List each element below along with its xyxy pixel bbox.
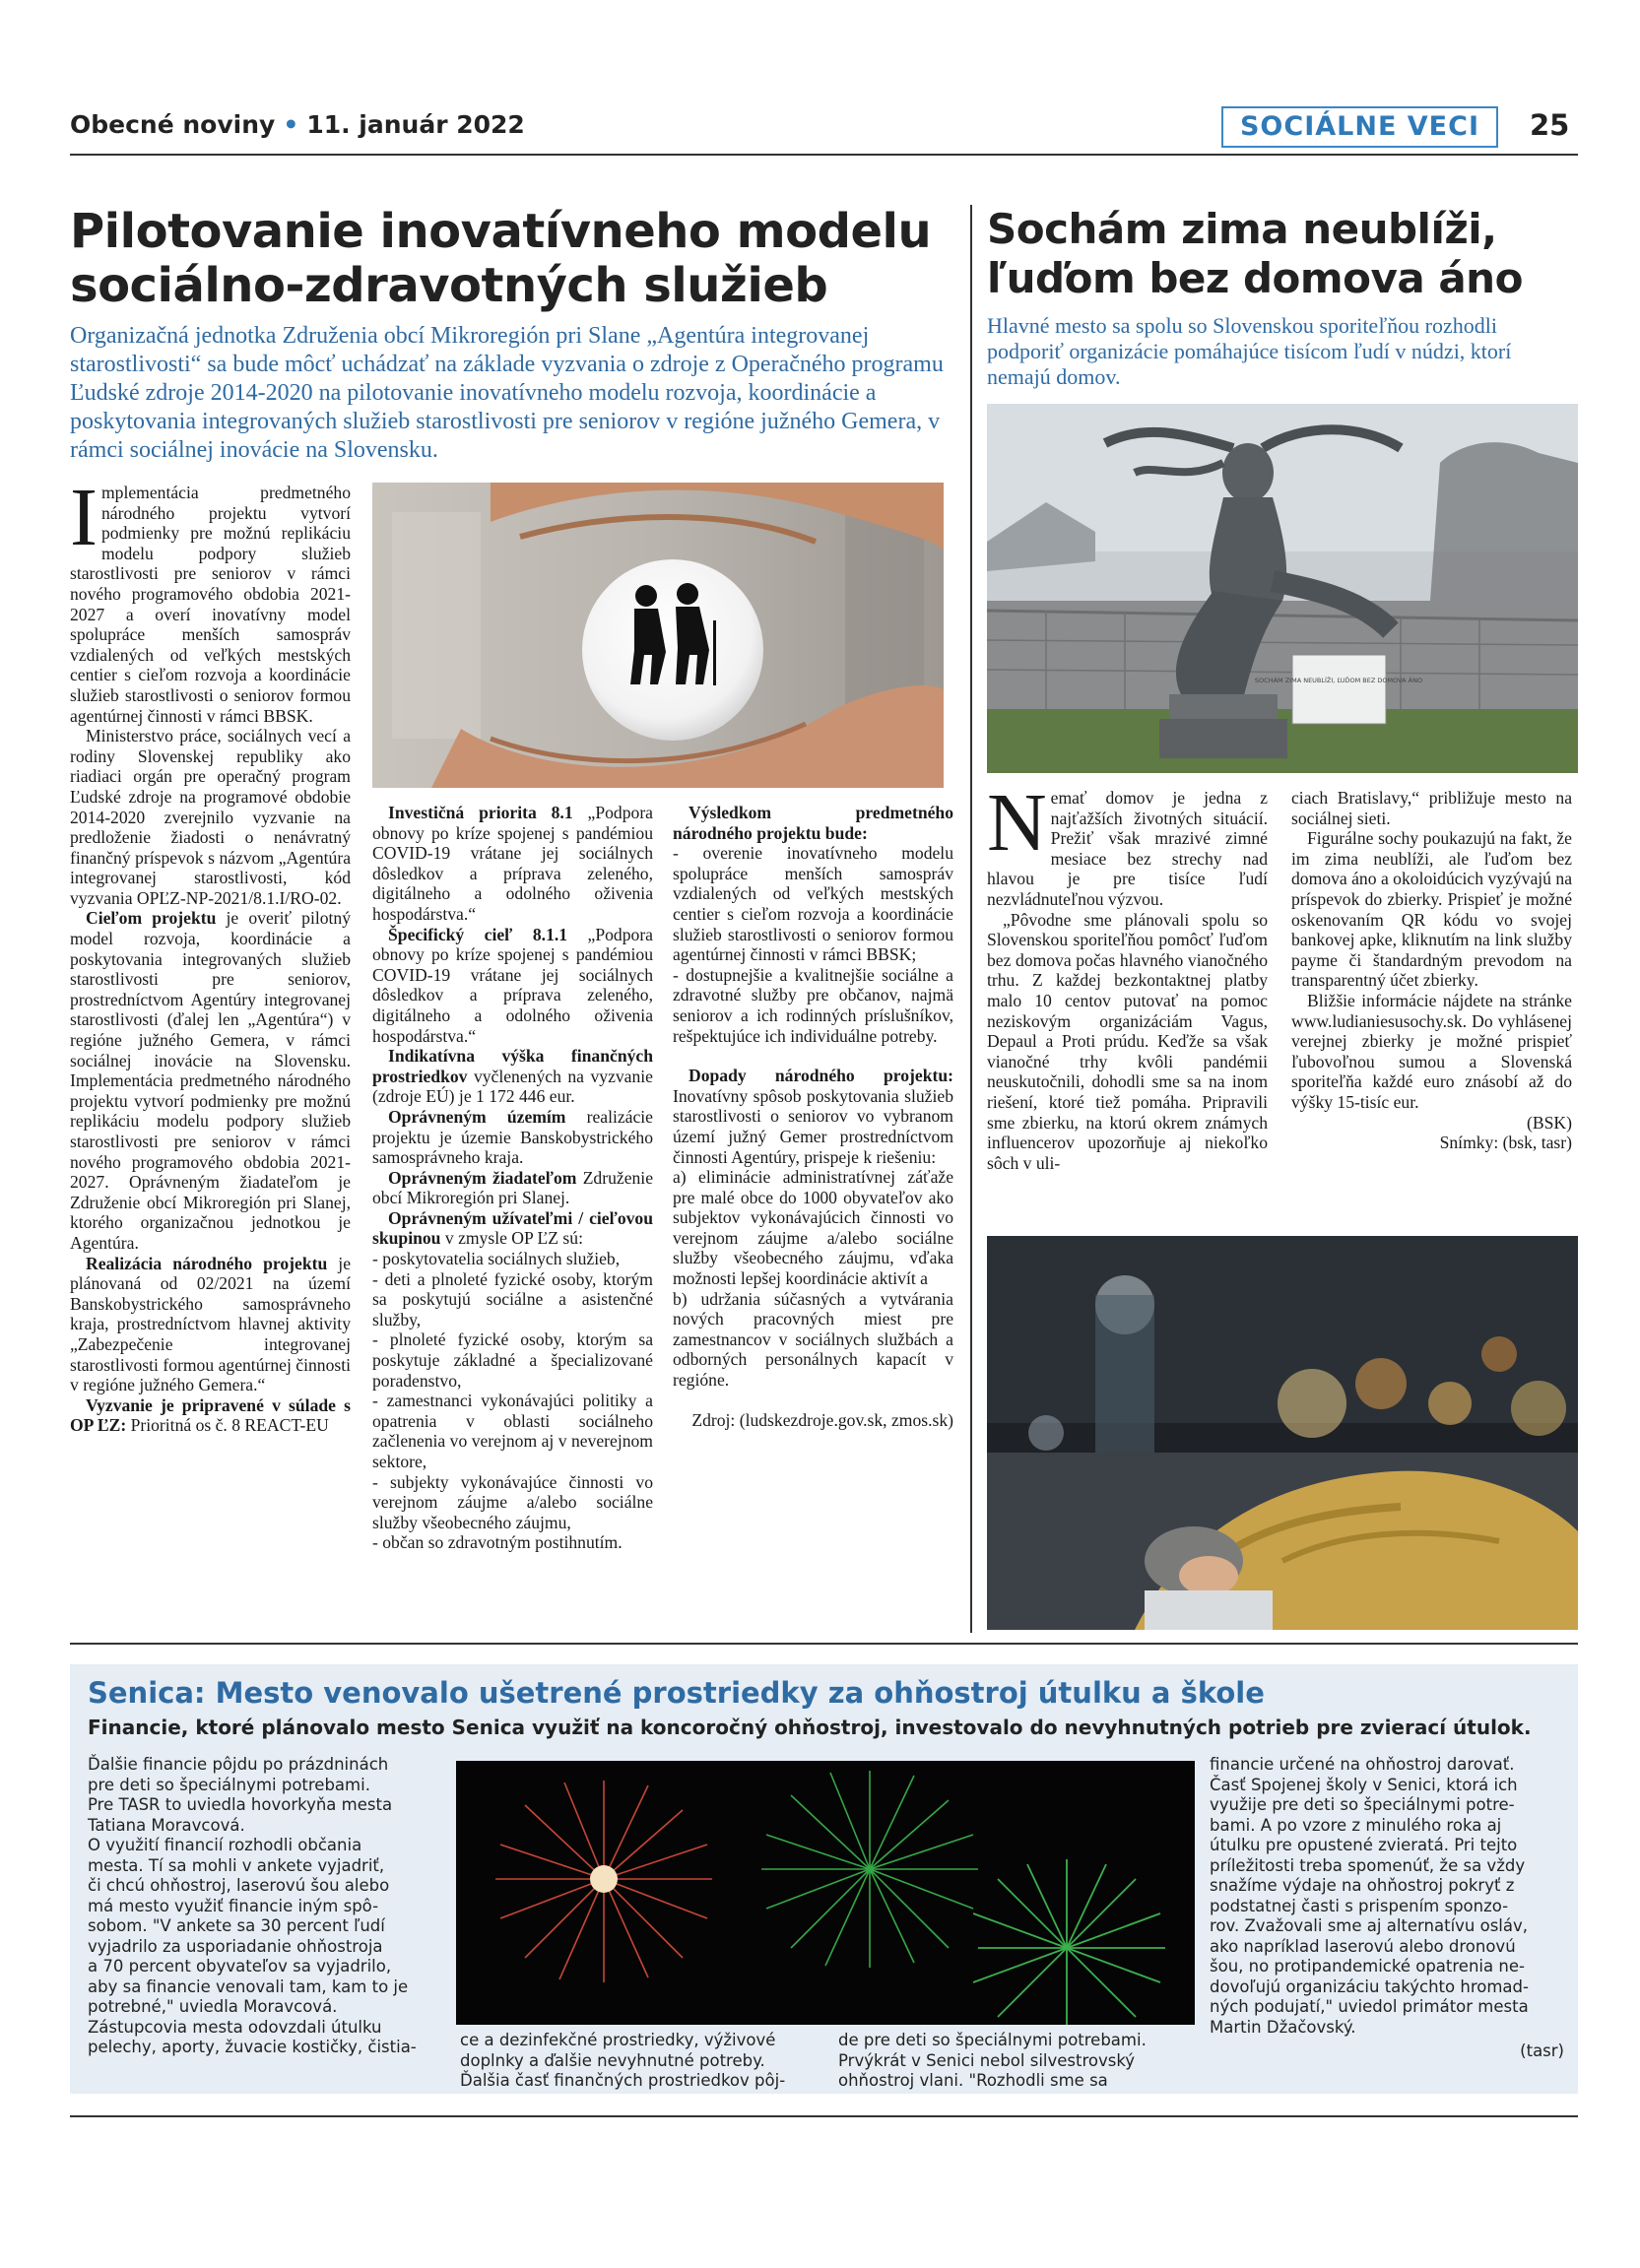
article1-paragraph: Prioritná os č. 8 REACT-EU — [126, 1415, 329, 1436]
article1-paragraph: „Podpora obnovy po kríze spojenej s pandémiou COVID-19 vrátane jej sociálnych dôsledkov a príprava zeleného, digitálneho a odolného oživenia hospodárstva.“ — [372, 803, 653, 924]
senica-column4 — [1210, 1755, 1564, 2062]
article1-paragraph: realizácie projektu je územie Banskobystrického samosprávneho kraja. — [372, 1106, 653, 1168]
publication-line — [70, 110, 525, 139]
bold-lead-in: Oprávneným žiadateľom — [388, 1167, 577, 1188]
source-credit: Zdroj: (ludskezdroje.gov.sk, zmos.sk) — [691, 1409, 953, 1430]
statue-sign-text: SOCHÁM ZIMA NEUBLÍŽI, ĽUĎOM BEZ DOMOVA ÁNO — [1254, 677, 1423, 684]
bold-lead-in: Vyzvanie je pripravené v súlade s OP ĽZ: — [70, 1394, 351, 1436]
text-line: a 70 percent obyvateľov sa vyjadrilo, — [88, 1957, 392, 1976]
homeless-illustration — [987, 1236, 1578, 1630]
article1-paragraph: vyčlenených na vyzvanie (zdroje EÚ) je 1 172 446 eur. — [372, 1066, 653, 1107]
list-item: - občan so zdravotným postihnutím. — [372, 1532, 623, 1553]
text-line: mesta. Tí sa mohli v ankete vyjadriť, — [88, 1855, 385, 1875]
hands-seniors-illustration — [372, 483, 944, 788]
text-line: pelechy, aporty, žuvacie kostičky, čistia- — [88, 2038, 417, 2056]
bold-lead-in: Realizácia národného projektu — [86, 1253, 328, 1273]
text-line: aby sa financie venovali tam, kam to je — [88, 1976, 409, 1996]
bold-lead-in: Cieľom projektu — [86, 908, 217, 929]
bullet-icon: • — [283, 110, 299, 139]
article1-paragraph: je overiť pilotný model rozvoja, koordinácie a poskytovania integrovaných služieb starostlivosti pre seniorov, prostredníctvom Agentúry integrovanej starostlivosti (ďalej len „Agentúra“) v regióne južného Gemera, v rámci sociálnej inovácie na Slovensku. Implementácia predmetného národného projektu vytvorí podmienky pre možnú replikáciu modelu podpory služieb starostlivosti pre seniorov v rámci nového programového obdobia 2021-2027. Oprávneným žiadateľom je Združenie obcí Mikroregión pri Slanej, ktorého organizačnou jednotkou je Agentúra. — [70, 908, 351, 1253]
text-line: Ďalšie financie pôjdu po prázdninách — [88, 1755, 389, 1774]
text-line: dovoľujú organizáciu takýchto hromad- — [1210, 1976, 1529, 1996]
article1-paragraph: Združenie obcí Mikroregión pri Slanej. — [372, 1167, 653, 1208]
article-title — [70, 205, 956, 313]
homeless-photo — [987, 1236, 1578, 1630]
list-item: b) udržania súčasných a vytvárania nových pracovných miest pre zamestnancov v sociálnych službách a odborných personálnych kapacít v regióne. — [673, 1288, 953, 1391]
text-line: potrebné," uviedla Moravcová. — [88, 1997, 338, 2016]
text-line: Martin Džačovský. — [1210, 2017, 1356, 2037]
list-item: - poskytovatelia sociálnych služieb, — [372, 1249, 621, 1269]
article1-paragraph: je plánovaná od 02/2021 na území Banskobystrického samosprávneho kraja, prostredníctvom hlavnej aktivity „Zabezpečenie integrovanej starostlivosti formou agentúrnej činnosti v regióne južného Gemera.“ — [70, 1253, 351, 1395]
statue-illustration — [987, 404, 1578, 773]
text-line: ce a dezinfekčné prostriedky, výživové — [460, 2031, 776, 2049]
text-line: podstatnej časti s prispením sponzo- — [1210, 1896, 1509, 1915]
bottom-divider — [70, 2115, 1578, 2117]
text-line: či chcú ohňostroj, laserovú šou alebo — [88, 1876, 390, 1895]
article1-paragraph: mplementácia predmetného národného projektu vytvorí podmienky pre možnú replikáciu modelu podpory služieb starostlivosti pre seniorov v rámci nového programového obdobia 2021-2027 a overí inovatívny model spolupráce menších samospráv vzdialených od veľkých mestských centier s cieľom rozvoja a koordinácie služieb starostlivosti o seniorov formou agentúrnej činnosti v rámci BBSK. — [70, 483, 351, 726]
text-line: útulku pre opustené zvieratá. Pri tejto — [1210, 1836, 1518, 1854]
bold-lead-in: Oprávneným územím — [388, 1106, 566, 1127]
article1-paragraph: Ministerstvo práce, sociálnych vecí a rodiny Slovenskej republiky ako riadiaci orgán pre operačný program Ľudské zdroje na programové obdobie 2014-2020 zverejnilo vyzvanie na predloženie žiadosti o nenávratný finančný príspevok s názvom „Agentúra integrovanej starostlivosti, kód vyzvania OPĽZ-NP-2021/8.1.I/RO-02. — [70, 726, 351, 908]
text-line: O využití financií rozhodli občania — [88, 1836, 362, 1854]
list-item: - zamestnanci vykonávajúci politiky a opatrenia v oblasti sociálneho začlenenia vo verejnom aj v neverejnom sektore, — [372, 1391, 653, 1471]
fireworks-illustration — [456, 1761, 1195, 2025]
article2-paragraph: ciach Bratislavy,“ približuje mesto na sociálnej sieti. — [1291, 788, 1572, 828]
article1-column2 — [372, 803, 653, 1553]
article2-paragraph: Bližšie informácie nájdete na stránke www.ludianiesusochy.sk. Do vyhlásenej verejnej zbierky je možné prispieť ľubovoľnou sumou a Slovenská sporiteľňa každé euro znásobí až do výšky 15-tisíc eur. — [1291, 990, 1572, 1112]
text-line: ných podujatí," uviedol primátor mesta — [1210, 1997, 1529, 2016]
list-item: - subjekty vykonávajúce činnosti vo verejnom záujme a/alebo sociálne služby všeobecného záujmu, — [372, 1471, 653, 1532]
photo-credit: Snímky: (bsk, tasr) — [1439, 1133, 1572, 1153]
side-article-title — [987, 205, 1578, 303]
bold-lead-in: Dopady národného projektu: — [689, 1066, 953, 1086]
text-line: de pre deti so špeciálnymi potrebami. — [838, 2031, 1147, 2049]
drop-cap: I — [70, 472, 98, 563]
text-line: Prvýkrát v Senici nebol silvestrovský — [838, 2050, 1136, 2070]
article2-paragraph: „Pôvodne sme plánovali spolu so Slovenskou sporiteľňou pomôcť ľuďom bez domova počas hlavného vianočného trhu. Z každej bezkontaktnej platby malo 10 centov putovať na pomoc neziskovým organizáciám Vagus, Depaul a Proti prúdu. Keďže sa však vianočné trhy kvôli pandémii neuskutočnili, dohodli sme sa na inom riešení, ktoré tiež pomáha. Pripravili sme zbierku, na ktorú okrem známych influencerov upozorňuje aj niekoľko sôch v uli- — [987, 909, 1268, 1173]
page-number: 25 — [1530, 108, 1570, 142]
text-line: Zástupcovia mesta odovzdali útulku — [88, 2017, 382, 2037]
fireworks-photo — [456, 1761, 1195, 2025]
article-title-line1: Pilotovanie inovatívneho modelu — [70, 204, 932, 259]
article1-paragraph: Inovatívny spôsob poskytovania služieb starostlivosti o seniorov vo vybranom území južný Gemer prostredníctvom činnosti Agentúry, prispeje k riešeniu: — [673, 1085, 953, 1167]
senica-column1 — [88, 1755, 427, 2058]
text-line: rov. Zvažovali sme aj alternatívu osláv, — [1210, 1916, 1529, 1935]
text-line: využije pre deti so špeciálnymi potre- — [1210, 1795, 1515, 1814]
text-line: vyjadrilo za usporiadanie ohňostroja — [88, 1936, 383, 1956]
article2-column2 — [1291, 788, 1572, 1153]
text-line: šou, no protipandemické opatrenia ne- — [1210, 1957, 1525, 1976]
text-line: doplnky a ďalšie nevyhnutné potreby. — [460, 2050, 765, 2070]
article-lead: Organizačná jednotka Združenia obcí Mikroregión pri Slane „Agentúra integrovanej starostlivosti“ sa bude môcť uchádzať na základe vyzvania o zdroje z Operačného programu Ľudské zdroje 2014-2020 na pilotovanie inovatívneho modelu rozvoja, koordinácie a poskytovania integrovaných služieb starostlivosti pre seniorov v regióne južného Gemera, v rámci sociálnej inovácie na Slovensku. — [70, 323, 944, 463]
text-line: Ďalšia časť finančných prostriedkov pôj- — [460, 2071, 786, 2090]
article1-column1 — [70, 472, 351, 1436]
article1-paragraph: „Podpora obnovy po kríze spojenej s pandémiou COVID-19 vrátane jej sociálnych dôsledkov a príprava zeleného, digitálneho a odolného oživenia hospodárstva.“ — [372, 924, 653, 1046]
author-sign: (BSK) — [1527, 1112, 1572, 1133]
list-item: a) eliminácie administratívnej záťaže pre malé obce do 1000 obyvateľov ako subjektov vykonávajúcich činnosti vo verejnom záujme a/alebo sociálne služby všeobecného záujmu, vďaka možnosti lepšej koordinácie aktivít a — [673, 1167, 953, 1289]
text-line: Časť Spojenej školy v Senici, ktorá ich — [1210, 1775, 1518, 1794]
issue-date: 11. január 2022 — [306, 110, 525, 139]
bold-lead-in: Oprávneným užívateľmi / cieľovou skupinou — [372, 1207, 653, 1249]
publication-name: Obecné noviny — [70, 110, 276, 139]
article-divider — [70, 1643, 1578, 1645]
senica-subtitle: Financie, ktoré plánovalo mesto Senica využiť na koncoročný ohňostroj, investovalo do nevyhnutných potrieb pre zvierací útulok. — [88, 1716, 1532, 1739]
text-line: ohňostroj vlani. "Rozhodli sme sa — [838, 2071, 1108, 2090]
text-line: príležitosti treba spomenúť, že sa vždy — [1210, 1855, 1526, 1875]
text-line: ako napríklad laserovú alebo dronovú — [1210, 1936, 1516, 1956]
article2-paragraph: emať domov je jedna z najťažších životných situácií. Prežiť však mrazivé zimné mesiace bez strechy nad hlavou je pre tisíce ľudí nezvládnuteľnou výzvou. — [987, 788, 1268, 909]
drop-cap: N — [987, 777, 1047, 869]
bold-lead-in: Výsledkom predmetného národného projektu bude: — [673, 803, 953, 843]
section-label: SOCIÁLNE VECI — [1239, 111, 1479, 142]
header-divider — [70, 154, 1578, 156]
list-item: - overenie inovatívneho modelu spolupráce menších samospráv vzdialených od veľkých mestských centier s cieľom rozvoja a koordinácie služieb starostlivosti o seniorov formou agentúrnej činnosti v rámci BBSK; — [673, 843, 953, 965]
article1-paragraph: v zmysle OP ĽZ sú: — [440, 1228, 583, 1249]
text-line: má mesto využiť financie iným spô- — [88, 1896, 379, 1915]
senica-news-box — [70, 1664, 1578, 2094]
senica-title: Senica: Mesto venovalo ušetrené prostriedky za ohňostroj útulku a škole — [88, 1676, 1265, 1710]
bold-lead-in: Investičná priorita 8.1 — [388, 803, 573, 822]
senica-column3 — [838, 2031, 1183, 2092]
hands-seniors-photo — [372, 483, 944, 788]
article2-column1 — [987, 777, 1268, 1173]
senica-sign: (tasr) — [1520, 2041, 1564, 2060]
text-line: snažíme výdaje na ohňostroj pokryť z — [1210, 1876, 1515, 1895]
column-divider — [970, 205, 972, 1633]
side-article-lead: Hlavné mesto sa spolu so Slovenskou sporiteľňou rozhodli podporiť organizácie pomáhajúce tisícom ľudí v núdzi, ktorí nemajú domov. — [987, 313, 1512, 389]
article-title-line2: sociálno-zdravotných služieb — [70, 258, 828, 313]
bold-lead-in: Špecifický cieľ 8.1.1 — [388, 924, 568, 944]
text-line: financie určené na ohňostroj darovať. — [1210, 1755, 1515, 1774]
text-line: Pre TASR to uviedla hovorkyňa mesta — [88, 1795, 393, 1814]
text-line: sobom. "V ankete sa 30 percent ľudí — [88, 1916, 385, 1935]
side-title-line1: Sochám zima neublíži, — [987, 205, 1497, 253]
article2-paragraph: Figurálne sochy poukazujú na fakt, že im zima neublíži, ale ľuďom bez domova áno a okoloidúcich vyzývajú na príspevok do zbierky. Prispieť je možné oskenovaním QR kódu vo svojej bankovej apke, kliknutím na link služby payme či štandardným prevodom na transparentný účet zbierky. — [1291, 828, 1572, 991]
list-item: - deti a plnoleté fyzické osoby, ktorým sa poskytujú sociálne a asistenčné služby, — [372, 1268, 653, 1329]
list-item: - plnoleté fyzické osoby, ktorým sa poskytuje základné a špecializované poradenstvo, — [372, 1329, 653, 1391]
bold-lead-in: Indikatívna výška finančných prostriedkov — [372, 1046, 653, 1086]
side-title-line2: ľuďom bez domova áno — [987, 254, 1523, 302]
section-label-box — [1221, 106, 1498, 148]
text-line: pre deti so špeciálnymi potrebami. — [88, 1775, 370, 1794]
article1-column3 — [673, 803, 953, 1430]
page-header — [70, 106, 1578, 146]
list-item: - dostupnejšie a kvalitnejšie sociálne a zdravotné služby pre občanov, najmä seniorov a ich rodinných príslušníkov, rešpektujúce ich individuálne potreby. — [673, 964, 953, 1046]
text-line: bami. A po vzore z minulého roka aj — [1210, 1815, 1502, 1835]
senica-column2 — [460, 2031, 805, 2092]
statue-photo — [987, 404, 1578, 773]
text-line: Tatiana Moravcová. — [88, 1815, 245, 1835]
